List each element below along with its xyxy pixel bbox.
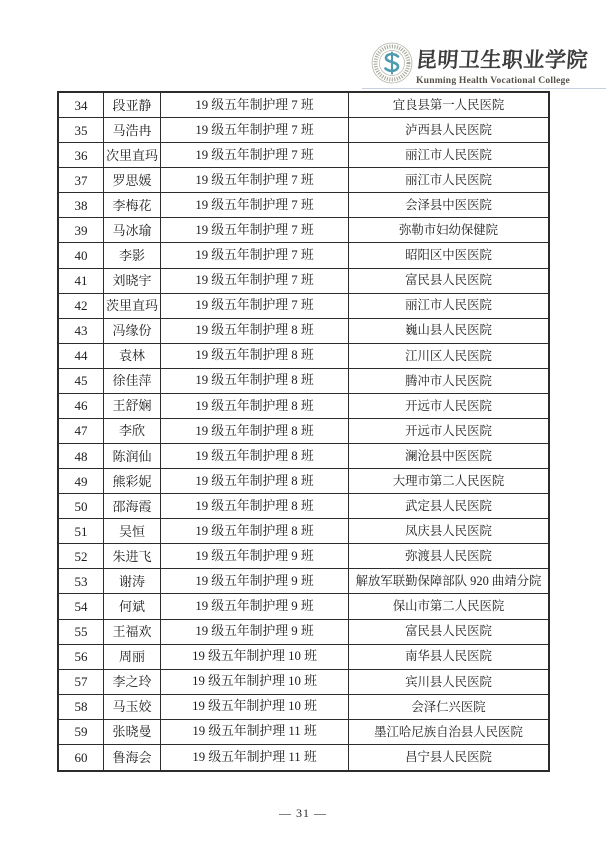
table-cell-no: 36: [59, 143, 104, 168]
table-cell-name: 朱进飞: [104, 544, 161, 569]
table-cell-no: 58: [59, 695, 104, 720]
college-name-english: Kunming Health Vocational College: [416, 75, 570, 86]
table-cell-class: 19 级五年制护理 8 班: [161, 419, 349, 444]
table-cell-no: 56: [59, 645, 104, 670]
table-cell-class: 19 级五年制护理 8 班: [161, 394, 349, 419]
table-cell-no: 59: [59, 720, 104, 745]
table-cell-name: 谢涛: [104, 569, 161, 594]
table-cell-hospital: 丽江市人民医院: [349, 143, 548, 168]
table-cell-name: 徐佳萍: [104, 369, 161, 394]
table-cell-name: 鲁海会: [104, 745, 161, 770]
table-cell-no: 60: [59, 745, 104, 770]
table-cell-no: 50: [59, 494, 104, 519]
table-cell-no: 39: [59, 218, 104, 243]
table-cell-class: 19 级五年制护理 7 班: [161, 294, 349, 319]
table-cell-no: 47: [59, 419, 104, 444]
table-cell-name: 陈润仙: [104, 444, 161, 469]
table-cell-name: 李影: [104, 243, 161, 268]
table-cell-no: 43: [59, 319, 104, 344]
table-cell-hospital: 解放军联勤保障部队 920 曲靖分院: [349, 569, 548, 594]
table-cell-name: 李欣: [104, 419, 161, 444]
table-cell-name: 次里直玛: [104, 143, 161, 168]
table-cell-hospital: 墨江哈尼族自治县人民医院: [349, 720, 548, 745]
table-cell-no: 37: [59, 168, 104, 193]
table-cell-hospital: 澜沧县中医医院: [349, 444, 548, 469]
table-cell-no: 34: [59, 93, 104, 118]
table-cell-name: 茨里直玛: [104, 294, 161, 319]
table-cell-class: 19 级五年制护理 8 班: [161, 319, 349, 344]
table-cell-class: 19 级五年制护理 10 班: [161, 670, 349, 695]
assignment-table: [57, 91, 550, 772]
table-cell-name: 邵海霞: [104, 494, 161, 519]
header-divider: [362, 88, 606, 89]
table-cell-class: 19 级五年制护理 8 班: [161, 494, 349, 519]
table-cell-hospital: 开远市人民医院: [349, 419, 548, 444]
table-cell-name: 何斌: [104, 594, 161, 619]
table-cell-class: 19 级五年制护理 7 班: [161, 269, 349, 294]
table-cell-hospital: 巍山县人民医院: [349, 319, 548, 344]
table-cell-no: 46: [59, 394, 104, 419]
page-header: [0, 0, 606, 90]
table-cell-no: 54: [59, 594, 104, 619]
table-cell-class: 19 级五年制护理 8 班: [161, 519, 349, 544]
table-cell-name: 马浩冉: [104, 118, 161, 143]
table-cell-no: 52: [59, 544, 104, 569]
table-cell-name: 马玉姣: [104, 695, 161, 720]
table-cell-class: 19 级五年制护理 7 班: [161, 118, 349, 143]
table-cell-class: 19 级五年制护理 7 班: [161, 218, 349, 243]
table-cell-hospital: 宾川县人民医院: [349, 670, 548, 695]
table-cell-hospital: 腾冲市人民医院: [349, 369, 548, 394]
table-cell-hospital: 凤庆县人民医院: [349, 519, 548, 544]
table-cell-class: 19 级五年制护理 7 班: [161, 243, 349, 268]
table-cell-hospital: 开远市人民医院: [349, 394, 548, 419]
college-name-chinese: 昆明卫生职业学院: [415, 48, 589, 72]
table-cell-no: 35: [59, 118, 104, 143]
table-cell-no: 41: [59, 269, 104, 294]
table-cell-class: 19 级五年制护理 7 班: [161, 168, 349, 193]
table-cell-class: 19 级五年制护理 10 班: [161, 695, 349, 720]
table-cell-no: 51: [59, 519, 104, 544]
table-cell-class: 19 级五年制护理 8 班: [161, 344, 349, 369]
college-seal-icon: [371, 42, 413, 84]
table-cell-no: 55: [59, 620, 104, 645]
table-cell-hospital: 丽江市人民医院: [349, 294, 548, 319]
table-cell-no: 48: [59, 444, 104, 469]
table-cell-no: 57: [59, 670, 104, 695]
table-cell-no: 44: [59, 344, 104, 369]
table-cell-name: 吴恒: [104, 519, 161, 544]
table-cell-hospital: 江川区人民医院: [349, 344, 548, 369]
table-cell-hospital: 南华县人民医院: [349, 645, 548, 670]
table-cell-class: 19 级五年制护理 9 班: [161, 544, 349, 569]
table-cell-hospital: 昭阳区中医医院: [349, 243, 548, 268]
table-cell-class: 19 级五年制护理 8 班: [161, 369, 349, 394]
table-cell-hospital: 昌宁县人民医院: [405, 750, 492, 765]
table-cell-class: 19 级五年制护理 10 班: [161, 645, 349, 670]
table-cell-class: 19 级五年制护理 8 班: [161, 469, 349, 494]
table-cell-hospital: 会泽仁兴医院: [349, 695, 548, 720]
table-cell-hospital: 丽江市人民医院: [349, 168, 548, 193]
table-cell-no: 40: [59, 243, 104, 268]
table-cell-no: 42: [59, 294, 104, 319]
table-cell-name: 王舒娴: [104, 394, 161, 419]
table-cell-name: 周丽: [104, 645, 161, 670]
table-cell-hospital: 弥渡县人民医院: [349, 544, 548, 569]
table-cell-class: 19 级五年制护理 9 班: [161, 569, 349, 594]
table-cell-hospital: 会泽县中医医院: [349, 193, 548, 218]
table-cell-hospital: 武定县人民医院: [349, 494, 548, 519]
table-cell-hospital: 弥勒市妇幼保健院: [349, 218, 548, 243]
table-cell-name: 李梅花: [104, 193, 161, 218]
table-cell-class: 19 级五年制护理 11 班: [161, 745, 349, 770]
table-cell-hospital: 富民县人民医院: [349, 269, 548, 294]
table-cell-class: 19 级五年制护理 7 班: [161, 193, 349, 218]
table-cell-name: 段亚静: [104, 93, 161, 118]
table-cell-name: 袁林: [104, 344, 161, 369]
table-cell-class: 19 级五年制护理 9 班: [161, 620, 349, 645]
table-cell-class: 19 级五年制护理 7 班: [161, 143, 349, 168]
table-cell-hospital: 保山市第二人民医院: [349, 594, 548, 619]
table-cell-name: 张晓曼: [104, 720, 161, 745]
table-cell-name: 李之玲: [104, 670, 161, 695]
table-cell-name: 冯缘份: [104, 319, 161, 344]
table-cell-no: 38: [59, 193, 104, 218]
table-cell-no: 49: [59, 469, 104, 494]
table-cell-name: 熊彩妮: [104, 469, 161, 494]
page-number: — 31 —: [279, 806, 327, 820]
table-cell-hospital: 泸西县人民医院: [349, 118, 548, 143]
table-cell-class: 19 级五年制护理 11 班: [161, 720, 349, 745]
table-cell-class: 19 级五年制护理 7 班: [161, 93, 349, 118]
table-cell-name: 马冰瑜: [104, 218, 161, 243]
table-cell-hospital: 富民县人民医院: [349, 620, 548, 645]
table-cell-hospital: 大理市第二人民医院: [349, 469, 548, 494]
table-cell-no: 45: [59, 369, 104, 394]
table-cell-name: 王福欢: [104, 620, 161, 645]
table-cell-hospital: 宜良县第一人民医院: [349, 93, 548, 118]
table-cell-class: 19 级五年制护理 8 班: [161, 444, 349, 469]
college-titles: [416, 44, 606, 86]
table-cell-name: 刘晓宇: [104, 269, 161, 294]
table-cell-no: 53: [59, 569, 104, 594]
table-cell-name: 罗思媛: [104, 168, 161, 193]
table-cell-class: 19 级五年制护理 9 班: [161, 594, 349, 619]
